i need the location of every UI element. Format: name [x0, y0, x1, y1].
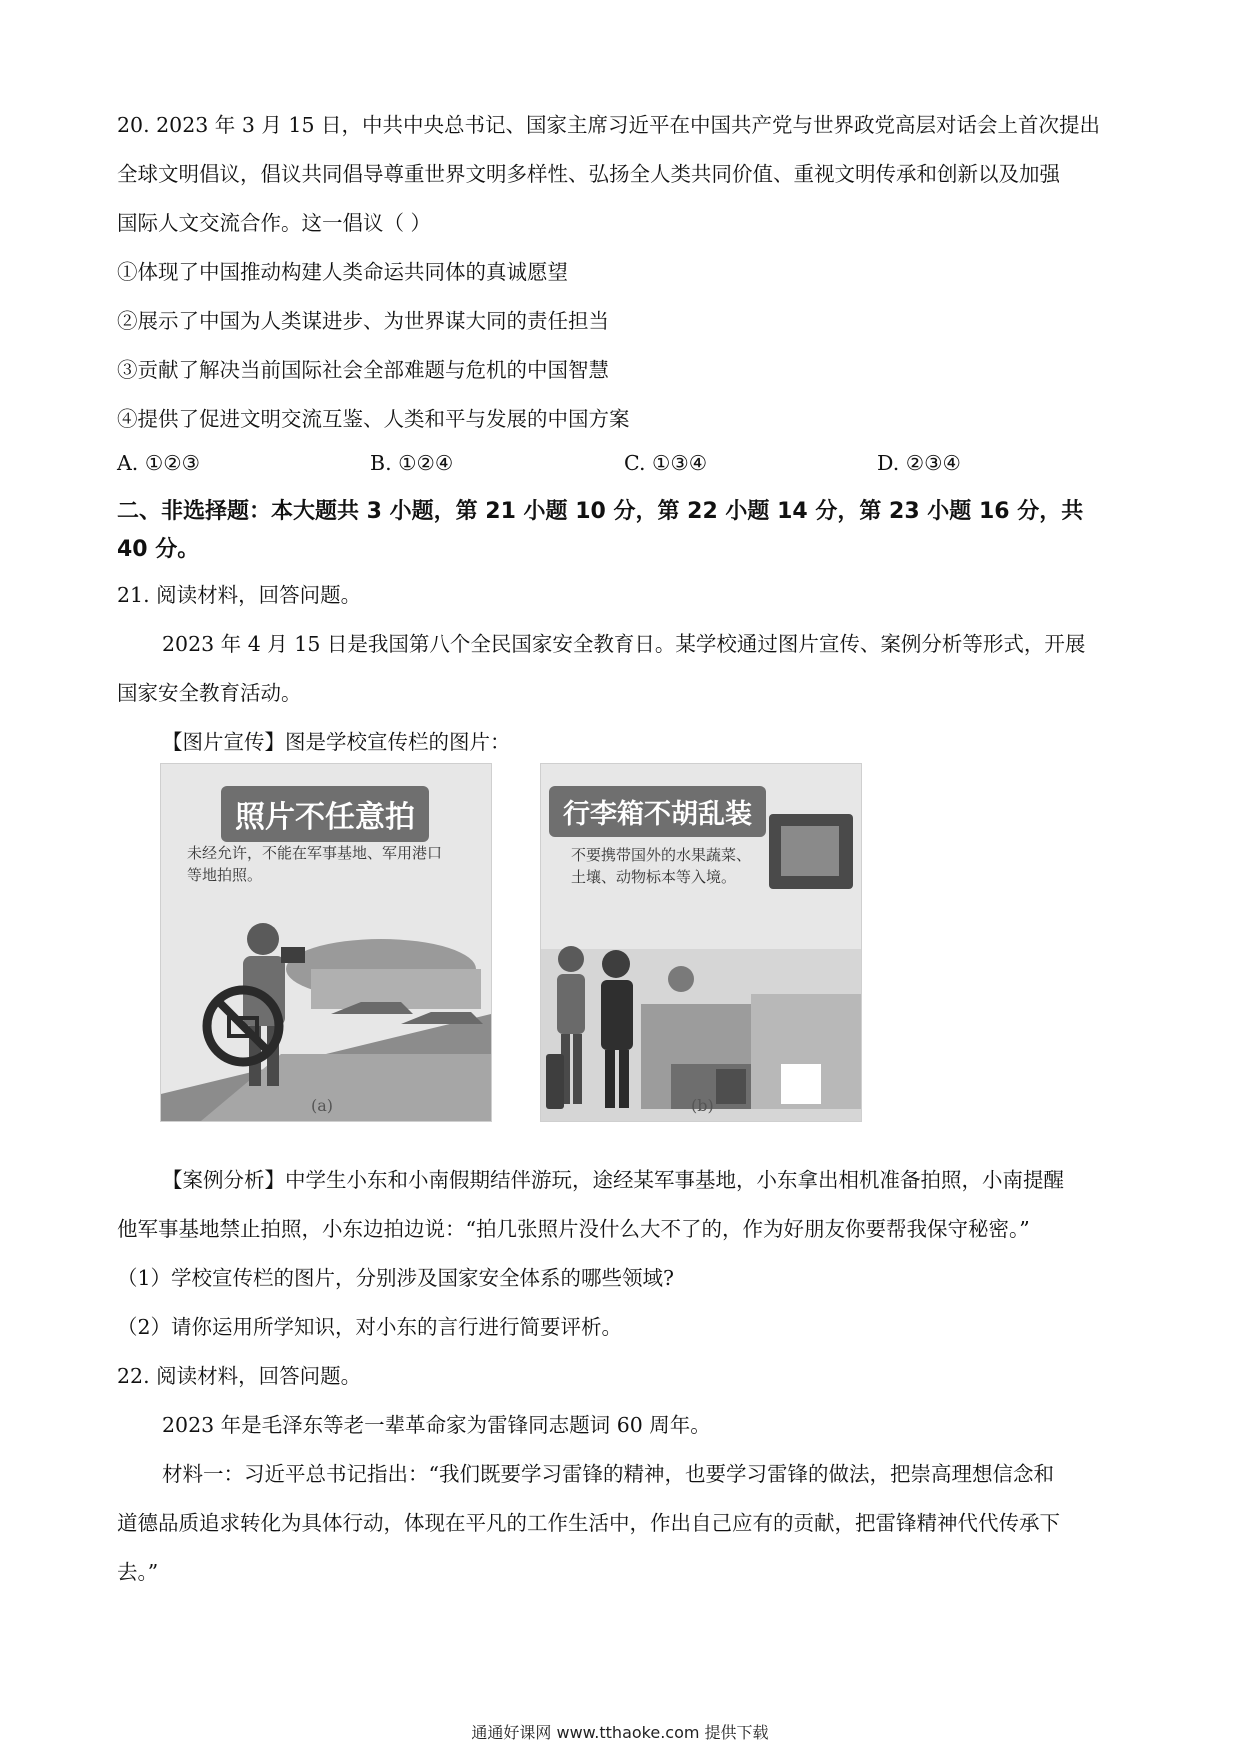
q21-para1-line1: 2023 年 4 月 15 日是我国第八个全民国家安全教育日。某学校通过图片宣传、案例分析等形式，开展: [162, 632, 1086, 656]
poster-figure-a: [160, 763, 492, 1122]
q20-option-a: A. ①②③: [117, 451, 200, 475]
q22-para1: 2023 年是毛泽东等老一辈革命家为雷锋同志题词 60 周年。: [162, 1413, 711, 1437]
poster-b-text-line1: 不要携带国外的水果蔬菜、: [571, 846, 752, 864]
q20-item-3: ③贡献了解决当前国际社会全部难题与危机的中国智慧: [117, 358, 609, 382]
page-footer: 通通好课网 www.tthaoke.com 提供下载: [471, 1723, 769, 1742]
q21-case-line2: 他军事基地禁止拍照，小东边拍边说：“拍几张照片没什么大不了的，作为好朋友你要帮我保守秘密。”: [117, 1217, 1030, 1241]
q22-material1-line2: 道德品质追求转化为具体行动，体现在平凡的工作生活中，作出自己应有的贡献，把雷锋精神代代传承下: [117, 1511, 1060, 1535]
poster-a-caption: (a): [311, 1096, 334, 1115]
q20-stem-line3: 国际人文交流合作。这一倡议（ ）: [117, 211, 432, 235]
q21-title: 21. 阅读材料，回答问题。: [117, 583, 362, 607]
q20-item-2: ②展示了中国为人类谋进步、为世界谋大同的责任担当: [117, 309, 609, 333]
q22-title: 22. 阅读材料，回答问题。: [117, 1364, 362, 1388]
q20-option-b: B. ①②④: [370, 451, 454, 475]
poster-b-banner: 行李箱不胡乱装: [549, 786, 766, 837]
poster-b-illustration: [541, 764, 861, 1121]
poster-a-text-line2: 等地拍照。: [187, 866, 263, 884]
q22-material1-line3: 去。”: [117, 1560, 159, 1584]
poster-a-illustration: [161, 764, 491, 1121]
q21-sub-question-2: （2）请你运用所学知识，对小东的言行进行简要评析。: [117, 1315, 623, 1339]
q21-para1-line2: 国家安全教育活动。: [117, 681, 302, 705]
poster-a-banner: 照片不任意拍: [221, 786, 429, 842]
poster-a-text-line1: 未经允许，不能在军事基地、军用港口: [187, 844, 443, 862]
q20-option-d: D. ②③④: [877, 451, 961, 475]
section2-heading-line2: 40 分。: [117, 537, 200, 562]
q20-item-1: ①体现了中国推动构建人类命运共同体的真诚愿望: [117, 260, 568, 284]
q20-option-c: C. ①③④: [624, 451, 708, 475]
q20-item-4: ④提供了促进文明交流互鉴、人类和平与发展的中国方案: [117, 407, 630, 431]
q21-picture-intro: 【图片宣传】图是学校宣传栏的图片：: [162, 730, 511, 754]
poster-b-caption: (b): [691, 1096, 714, 1115]
poster-b-text-line2: 土壤、动物标本等入境。: [571, 868, 737, 886]
section2-heading-line1: 二、非选择题：本大题共 3 小题，第 21 小题 10 分，第 22 小题 14 分，第 23 小题 16 分，共: [117, 499, 1084, 524]
q22-material1-line1: 材料一：习近平总书记指出：“我们既要学习雷锋的精神，也要学习雷锋的做法，把崇高理想信念和: [162, 1462, 1054, 1486]
q21-sub-question-1: （1）学校宣传栏的图片，分别涉及国家安全体系的哪些领域?: [117, 1266, 675, 1290]
poster-figure-b: [540, 763, 862, 1122]
q20-stem-line1: 20. 2023 年 3 月 15 日，中共中央总书记、国家主席习近平在中国共产党与世界政党高层对话会上首次提出: [117, 113, 1100, 137]
q20-stem-line2: 全球文明倡议，倡议共同倡导尊重世界文明多样性、弘扬全人类共同价值、重视文明传承和创新以及加强: [117, 162, 1060, 186]
q21-case-line1: 【案例分析】中学生小东和小南假期结伴游玩，途经某军事基地，小东拿出相机准备拍照，小南提醒: [162, 1168, 1064, 1192]
